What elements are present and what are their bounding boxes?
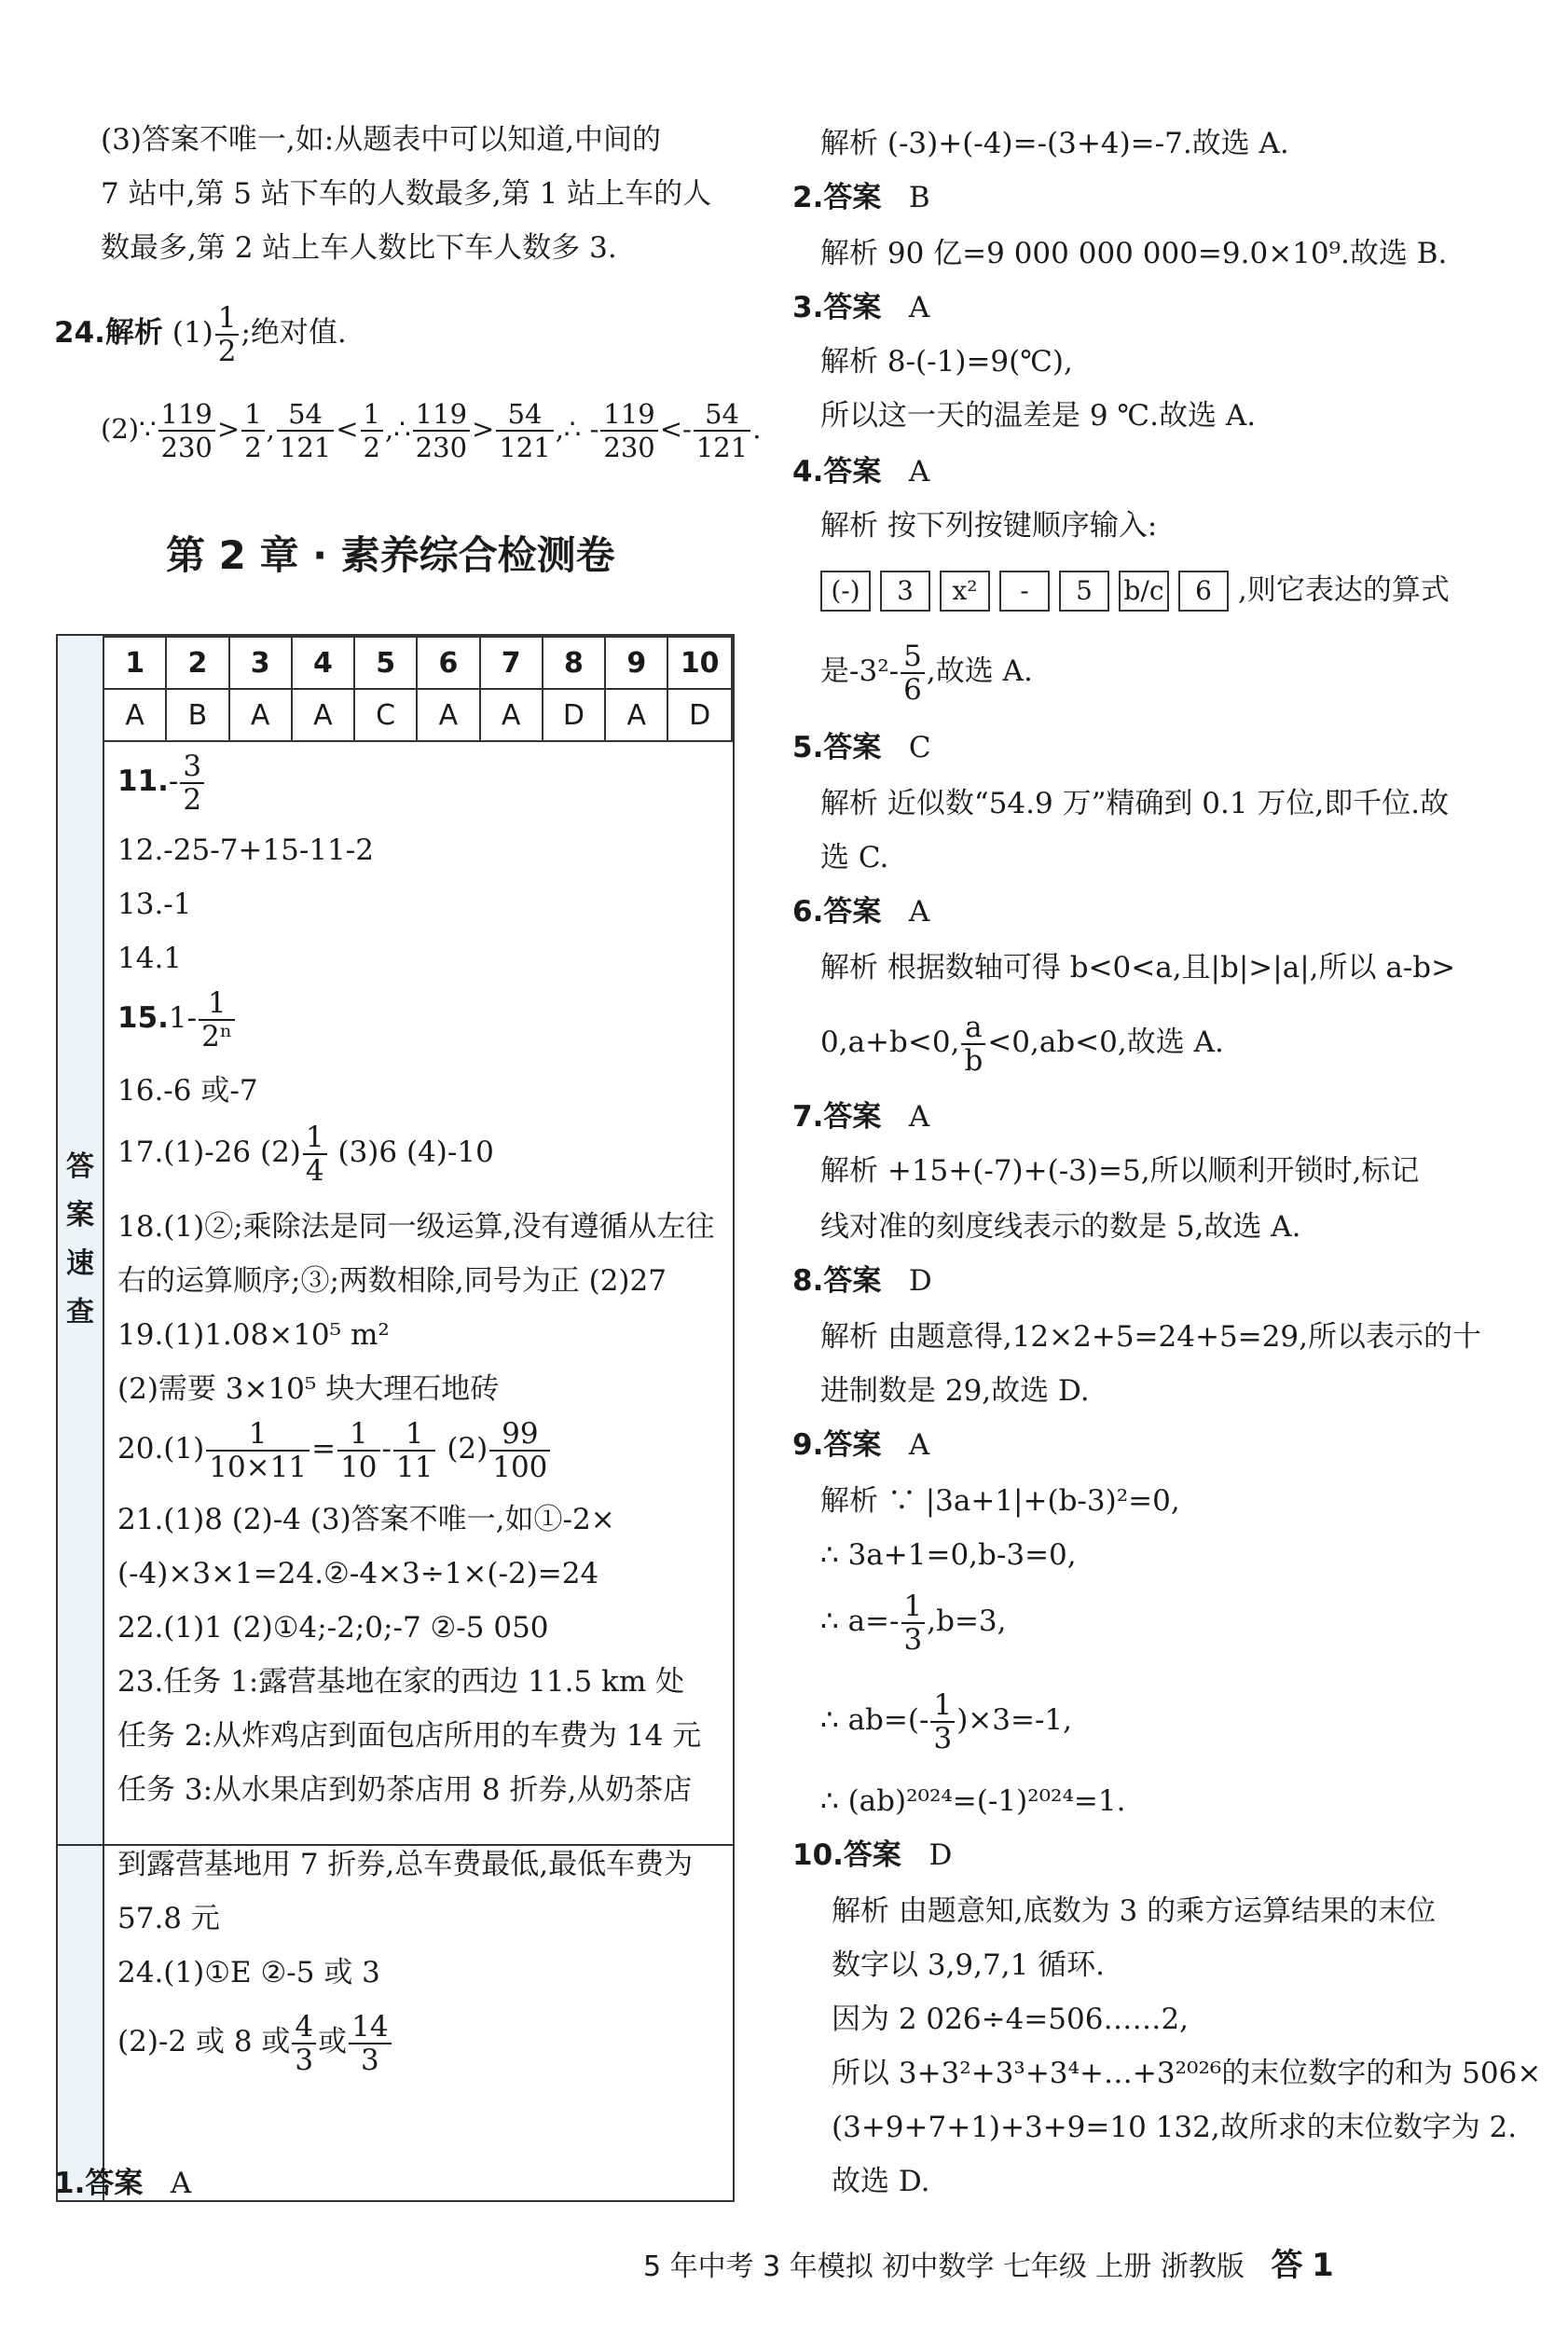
q10-solution-line4: 所以 3+3²+3³+3⁴+…+3²⁰²⁶的末位数字的和为 506× (832, 2057, 1542, 2090)
answer-14: 14.1 (117, 942, 183, 975)
q3-answer: 3.答案 A (792, 291, 930, 324)
answer-20: 20.(1) $\frac{1}{10\times 11}$ = $\frac{1}{10}$ - $\frac{1}{11}$ (2) $\frac{99}{100}$ (117, 1413, 552, 1484)
footer-tag: 答 (1271, 2247, 1303, 2284)
answer-box (56, 634, 735, 1846)
page-number: 1 (1312, 2247, 1334, 2284)
q3-solution-line1: 解析 8-(-1)=9(℃), (820, 345, 1073, 379)
q10-solution-line2: 数字以 3,9,7,1 循环. (832, 1948, 1106, 1982)
key-fraction: b/c (1119, 571, 1169, 612)
q9-solution-line5: ∴ (ab)²⁰²⁴=(-1)²⁰²⁴=1. (820, 1784, 1126, 1818)
answer-21-line1: 21.(1)8 (2)-4 (3)答案不唯一,如①-2× (117, 1503, 615, 1536)
q8-solution-line1: 解析 由题意得,12×2+5=24+5=29,所以表示的十 (820, 1320, 1481, 1354)
fraction: $\frac{1}{2}$ (215, 302, 240, 367)
key-square: x² (940, 571, 990, 612)
key-minus: - (999, 571, 1050, 612)
q3-solution-line2: 所以这一天的温差是 9 ℃.故选 A. (820, 399, 1257, 433)
q23-3-line2: 7 站中,第 5 站下车的人数最多,第 1 站上车的人 (101, 177, 712, 211)
q10-solution-line3: 因为 2 026÷4=506……2, (832, 2003, 1190, 2036)
answer-15: 15.1- $\frac{1}{\text{2ⁿ}}$ (117, 983, 237, 1053)
q7-solution-line1: 解析 +15+(-7)+(-3)=5,所以顺利开锁时,标记 (820, 1154, 1420, 1188)
q6-solution-line2: 0,a+b<0, $\frac{a}{b}$ <0,ab<0,故选 A. (820, 1010, 1224, 1078)
answer-box-continued (56, 1846, 735, 2202)
q9-answer: 9.答案 A (792, 1428, 930, 1462)
q2-answer: 2.答案 B (792, 181, 930, 214)
answer-23-line5: 57.8 元 (117, 1902, 220, 1935)
q9-solution-line2: ∴ 3a+1=0,b-3=0, (820, 1538, 1077, 1572)
q5-solution-line2: 选 C. (820, 841, 889, 874)
answer-18-line1: 18.(1)②;乘除法是同一级运算,没有遵循从左往 (117, 1210, 715, 1244)
page-footer (643, 2239, 1334, 2285)
q23-3-line1: (3)答案不唯一,如:从题表中可以知道,中间的 (101, 123, 662, 157)
q24-part2: (2)∵ $\frac{119}{230}$ > $\frac{1}{2}$ , $\frac{54}{121}$ < $\frac{1}{2}$ ,∴ $\frac{119}{230}$ > $\frac{54}{121}$ ,∴ - $\frac{119}{230}$ <- $\frac{54}{121}$ . (101, 398, 762, 463)
q4-key-sequence: (-) 3 x² - 5 b/c 6 ,则它表达的算式 (820, 571, 1450, 612)
key-3: 3 (880, 571, 930, 612)
q4-answer: 4.答案 A (792, 455, 930, 489)
answer-24-line1: 24.(1)①E ②-5 或 3 (117, 1956, 380, 1989)
q6-solution-line1: 解析 根据数轴可得 b<0<a,且|b|>|a|,所以 a-b> (820, 951, 1456, 984)
key-6: 6 (1178, 571, 1229, 612)
q4-solution-line1: 解析 按下列按键顺序输入: (820, 509, 1158, 543)
answer-23-line4: 到露营基地用 7 折券,总车费最低,最低车费为 (117, 1848, 694, 1881)
answer-18-line2: 右的运算顺序;③;两数相除,同号为正 (2)27 (117, 1264, 667, 1298)
answer-12: 12.-25-7+15-11-2 (117, 833, 374, 867)
q5-answer: 5.答案 C (792, 731, 931, 764)
q10-answer: 10.答案 D (792, 1838, 953, 1872)
q4-solution-line3: 是-3²- $\frac{5}{6}$ ,故选 A. (820, 639, 1033, 707)
q9-solution-line1: 解析 ∵ |3a+1|+(b-3)²=0, (820, 1484, 1180, 1518)
answer-11: 11.- $\frac{3}{2}$ (117, 746, 206, 817)
q1-answer: 1.答案 A (54, 2167, 192, 2200)
answer-13: 13.-1 (117, 888, 192, 921)
answer-19-line1: 19.(1)1.08×10⁵ m² (117, 1318, 390, 1352)
key-5: 5 (1059, 571, 1109, 612)
q1-solution: 解析 (-3)+(-4)=-(3+4)=-7.故选 A. (820, 127, 1289, 160)
answer-21-line2: (-4)×3×1=24.②-4×3÷1×(-2)=24 (117, 1557, 599, 1590)
answer-23-line3: 任务 3:从水果店到奶茶店用 8 折券,从奶茶店 (117, 1773, 693, 1807)
q23-3-line3: 数最多,第 2 站上车人数比下车人数多 3. (101, 231, 617, 265)
q8-answer: 8.答案 D (792, 1264, 932, 1298)
answer-table: 1 2 3 4 5 6 7 8 9 10 A B A A C A A D A D (103, 636, 733, 742)
q10-solution-line1: 解析 由题意知,底数为 3 的乘方运算结果的末位 (832, 1894, 1437, 1928)
q5-solution-line1: 解析 近似数“54.9 万”精确到 0.1 万位,即千位.故 (820, 787, 1450, 820)
answer-22: 22.(1)1 (2)①4;-2;0;-7 ②-5 050 (117, 1611, 549, 1645)
q8-solution-line2: 进制数是 29,故选 D. (820, 1374, 1090, 1408)
answer-23-line2: 任务 2:从炸鸡店到面包店所用的车费为 14 元 (117, 1719, 702, 1753)
q9-solution-line4: ∴ ab=(- $\frac{1}{3}$ )×3=-1, (820, 1687, 1073, 1755)
chapter-title: 第 2 章 · 素养综合检测卷 (166, 532, 615, 578)
answer-side-label: 答 案 速 查 (58, 636, 104, 1844)
q2-solution: 解析 90 亿=9 000 000 000=9.0×10⁹.故选 B. (820, 237, 1448, 270)
q6-answer: 6.答案 A (792, 895, 930, 929)
key-negative: (-) (820, 571, 871, 612)
answer-17: 17.(1)-26 (2) $\frac{1}{4}$ (3)6 (4)-10 (117, 1120, 494, 1188)
footer-book-title: 5 年中考 3 年模拟 初中数学 七年级 上册 浙教版 (643, 2251, 1245, 2283)
q10-solution-line5: (3+9+7+1)+3+9=10 132,故所求的末位数字为 2. (832, 2111, 1518, 2144)
answer-19-line2: (2)需要 3×10⁵ 块大理石地砖 (117, 1372, 500, 1406)
q24-part1: 24.解析 (1) $\frac{1}{2}$ ;绝对值. (54, 300, 347, 368)
answer-23-line1: 23.任务 1:露营基地在家的西边 11.5 km 处 (117, 1665, 685, 1699)
q9-solution-line3: ∴ a=- $\frac{1}{3}$ ,b=3, (820, 1589, 1007, 1657)
answer-24-line2: (2)-2 或 8 或 $\frac{4}{3}$ 或 $\frac{14}{3}$ (117, 2004, 393, 2079)
answer-16: 16.-6 或-7 (117, 1074, 258, 1108)
answer-side-strip (58, 1846, 104, 2200)
q10-solution-line6: 故选 D. (832, 2165, 930, 2198)
q7-solution-line2: 线对准的刻度线表示的数是 5,故选 A. (820, 1210, 1301, 1244)
q7-answer: 7.答案 A (792, 1100, 930, 1134)
q24-label: 24.解析 (54, 316, 163, 350)
